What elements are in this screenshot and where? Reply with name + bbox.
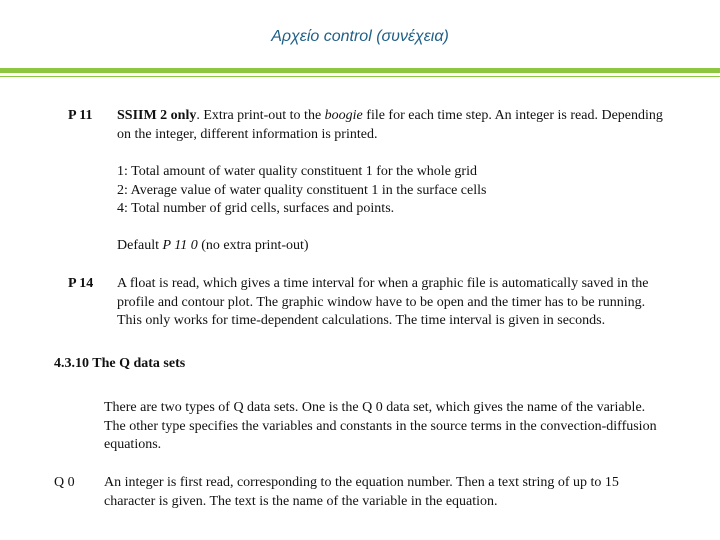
p11-default	[117, 237, 677, 256]
p11-option: 2: Average value of water quality constituent 1 in the surface cells	[117, 182, 487, 198]
p11-default-suffix: (no extra print-out)	[197, 238, 309, 253]
p11-intro-b: file for each time step. An integer is read. Depending on the integer, different information is printed.	[117, 108, 663, 142]
q0-text: An integer is first read, corresponding to the equation number. Then a text string of up to 15 character is given. The text is the name of the variable in the equation.	[104, 475, 619, 509]
slide-title: Αρχείο control (συνέχεια)	[271, 28, 449, 45]
p11-intro-italic: boogie	[324, 108, 363, 123]
p11-option: 4: Total number of grid cells, surfaces and points.	[117, 201, 395, 217]
section-heading: 4.3.10 The Q data sets	[54, 356, 186, 371]
q0-description	[104, 474, 664, 511]
section-description	[104, 399, 664, 455]
section-text: There are two types of Q data sets. One is the Q 0 data set, which gives the name of the variable. The other type specifies the variables and constants in the source terms in the convection-diffusion equations.	[104, 400, 657, 453]
p11-default-prefix: Default	[117, 238, 163, 253]
p11-option: 1: Total amount of water quality constituent 1 for the whole grid	[117, 164, 477, 179]
p11-intro-bold: SSIIM 2 only	[117, 108, 197, 123]
p11-options-list	[117, 163, 677, 219]
q0-label: Q 0	[54, 475, 75, 490]
p11-description	[117, 107, 677, 144]
p14-description	[117, 275, 662, 331]
p11-default-value: P 11 0	[162, 238, 198, 253]
p14-label: P 14	[68, 276, 94, 291]
p11-intro-a: . Extra print-out to the	[196, 108, 325, 123]
p14-text: A float is read, which gives a time interval for when a graphic file is automatically saved in the profile and contour plot. The graphic window have to be open and the timer has to be running. This only works for time-dependent calculations. The time interval is given in seconds.	[117, 276, 649, 329]
p11-label: P 11	[68, 108, 93, 123]
